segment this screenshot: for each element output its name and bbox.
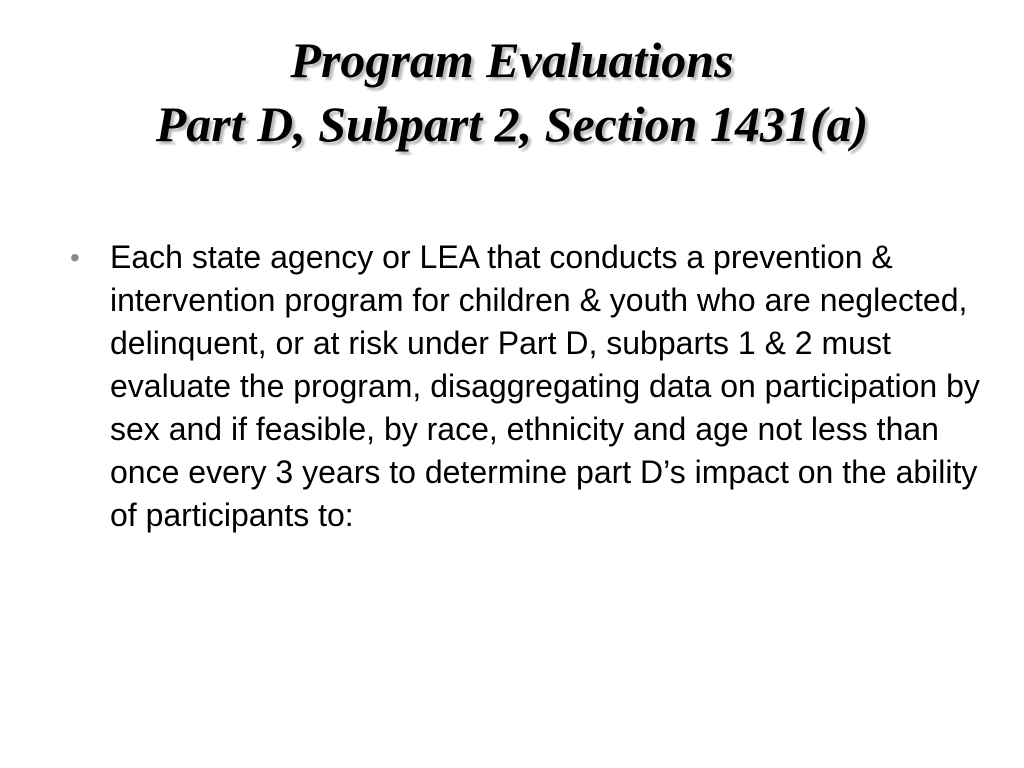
title-line-2: Part D, Subpart 2, Section 1431(a) (155, 96, 869, 152)
bullet-list (70, 236, 990, 537)
bullet-icon: • (70, 242, 80, 273)
title-line-1: Program Evaluations (290, 32, 734, 88)
slide-title (0, 28, 1024, 156)
bullet-item (70, 236, 990, 537)
bullet-text: Each state agency or LEA that conducts a prevention & intervention program for children & youth who are neglected, delinquent, or at risk under Part D, subparts 1 & 2 must evaluate the program, disaggregating data on participation by sex and if feasible, by race, ethnicity and age not less than once every 3 years to determine part D’s impact on the ability of participants to: (110, 239, 980, 533)
